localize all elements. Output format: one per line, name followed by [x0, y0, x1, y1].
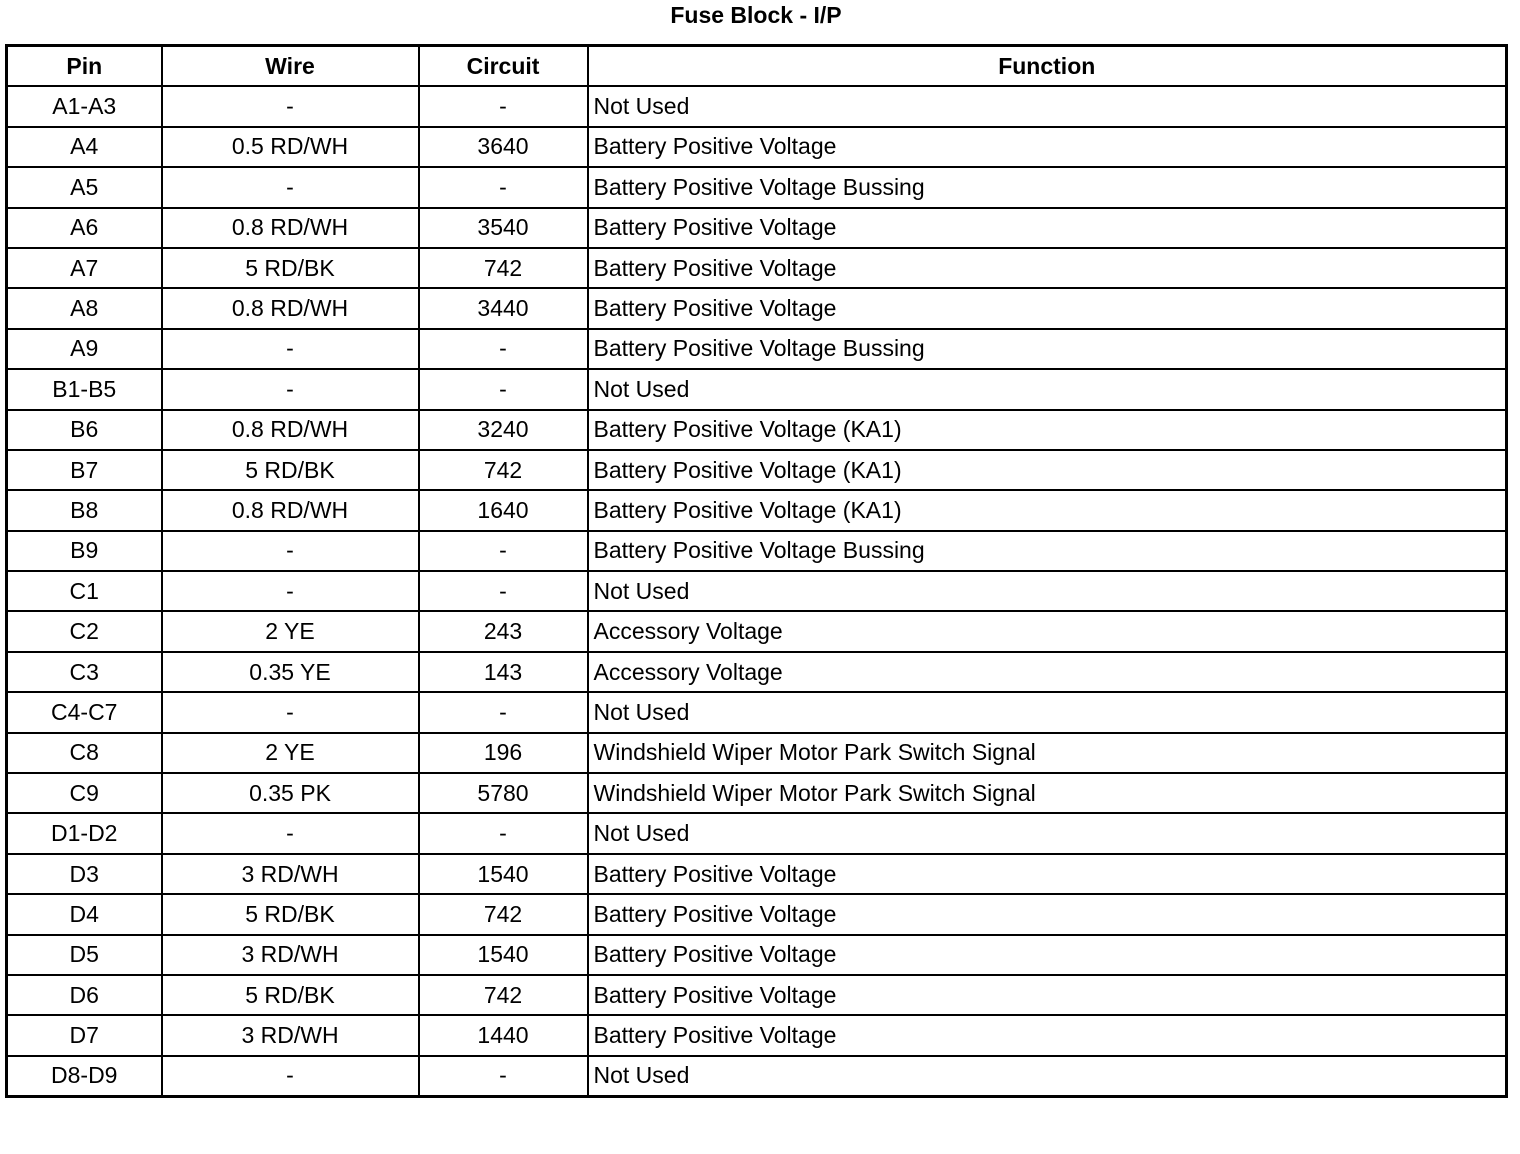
cell-wire: - — [162, 86, 419, 126]
cell-function: Battery Positive Voltage — [588, 1015, 1507, 1055]
cell-wire: 5 RD/BK — [162, 975, 419, 1015]
cell-wire: - — [162, 813, 419, 853]
cell-circuit: - — [419, 86, 588, 126]
table-row — [7, 86, 1507, 126]
cell-wire: - — [162, 531, 419, 571]
cell-circuit: - — [419, 167, 588, 207]
cell-pin: D3 — [7, 854, 162, 894]
cell-circuit: 742 — [419, 248, 588, 288]
cell-function: Battery Positive Voltage — [588, 935, 1507, 975]
cell-wire: 2 YE — [162, 733, 419, 773]
cell-wire: 0.8 RD/WH — [162, 410, 419, 450]
table-row — [7, 248, 1507, 288]
table-row — [7, 127, 1507, 167]
cell-wire: - — [162, 692, 419, 732]
cell-function: Accessory Voltage — [588, 652, 1507, 692]
cell-circuit: - — [419, 531, 588, 571]
cell-wire: 0.8 RD/WH — [162, 288, 419, 328]
cell-pin: A5 — [7, 167, 162, 207]
cell-function: Not Used — [588, 692, 1507, 732]
table-row — [7, 571, 1507, 611]
table-row — [7, 490, 1507, 530]
cell-wire: 5 RD/BK — [162, 248, 419, 288]
table-row — [7, 692, 1507, 732]
cell-function: Battery Positive Voltage — [588, 288, 1507, 328]
cell-pin: A6 — [7, 208, 162, 248]
cell-circuit: 5780 — [419, 773, 588, 813]
table-row — [7, 410, 1507, 450]
cell-pin: B7 — [7, 450, 162, 490]
cell-pin: D5 — [7, 935, 162, 975]
cell-pin: D8-D9 — [7, 1056, 162, 1097]
cell-function: Windshield Wiper Motor Park Switch Signal — [588, 773, 1507, 813]
table-row — [7, 935, 1507, 975]
cell-circuit: - — [419, 692, 588, 732]
table-row — [7, 208, 1507, 248]
table-row — [7, 773, 1507, 813]
cell-wire: - — [162, 167, 419, 207]
cell-wire: 0.8 RD/WH — [162, 208, 419, 248]
table-row — [7, 733, 1507, 773]
cell-circuit: 1540 — [419, 854, 588, 894]
cell-circuit: - — [419, 571, 588, 611]
cell-pin: D7 — [7, 1015, 162, 1055]
cell-function: Battery Positive Voltage Bussing — [588, 531, 1507, 571]
cell-function: Accessory Voltage — [588, 611, 1507, 651]
cell-function: Not Used — [588, 1056, 1507, 1097]
table-row — [7, 167, 1507, 207]
pinout-table — [5, 44, 1508, 1098]
cell-pin: B6 — [7, 410, 162, 450]
cell-circuit: - — [419, 369, 588, 409]
table-row — [7, 369, 1507, 409]
table-row — [7, 329, 1507, 369]
cell-function: Not Used — [588, 813, 1507, 853]
table-row — [7, 975, 1507, 1015]
cell-function: Battery Positive Voltage — [588, 854, 1507, 894]
table-row — [7, 813, 1507, 853]
cell-circuit: 742 — [419, 975, 588, 1015]
cell-pin: B8 — [7, 490, 162, 530]
table-row — [7, 450, 1507, 490]
cell-pin: A4 — [7, 127, 162, 167]
cell-wire: 0.35 PK — [162, 773, 419, 813]
cell-wire: - — [162, 1056, 419, 1097]
header-pin: Pin — [7, 46, 162, 87]
cell-function: Battery Positive Voltage — [588, 248, 1507, 288]
cell-pin: C4-C7 — [7, 692, 162, 732]
cell-function: Battery Positive Voltage — [588, 975, 1507, 1015]
cell-function: Battery Positive Voltage (KA1) — [588, 410, 1507, 450]
table-body — [7, 86, 1507, 1096]
cell-function: Battery Positive Voltage — [588, 208, 1507, 248]
cell-wire: - — [162, 369, 419, 409]
cell-pin: B1-B5 — [7, 369, 162, 409]
cell-pin: D1-D2 — [7, 813, 162, 853]
cell-function: Not Used — [588, 571, 1507, 611]
header-wire: Wire — [162, 46, 419, 87]
cell-function: Battery Positive Voltage (KA1) — [588, 450, 1507, 490]
cell-function: Not Used — [588, 86, 1507, 126]
cell-circuit: 1440 — [419, 1015, 588, 1055]
cell-circuit: 1640 — [419, 490, 588, 530]
cell-wire: 5 RD/BK — [162, 894, 419, 934]
table-row — [7, 894, 1507, 934]
cell-function: Battery Positive Voltage — [588, 127, 1507, 167]
cell-circuit: 3540 — [419, 208, 588, 248]
cell-function: Battery Positive Voltage (KA1) — [588, 490, 1507, 530]
cell-pin: A8 — [7, 288, 162, 328]
cell-wire: 0.8 RD/WH — [162, 490, 419, 530]
cell-circuit: 143 — [419, 652, 588, 692]
cell-function: Windshield Wiper Motor Park Switch Signal — [588, 733, 1507, 773]
header-function: Function — [588, 46, 1507, 87]
cell-pin: C3 — [7, 652, 162, 692]
table-row — [7, 854, 1507, 894]
cell-function: Battery Positive Voltage Bussing — [588, 329, 1507, 369]
table-header-row — [7, 46, 1507, 87]
cell-wire: 3 RD/WH — [162, 854, 419, 894]
cell-circuit: - — [419, 329, 588, 369]
cell-pin: A7 — [7, 248, 162, 288]
cell-wire: 3 RD/WH — [162, 1015, 419, 1055]
table-row — [7, 652, 1507, 692]
cell-circuit: 3640 — [419, 127, 588, 167]
page-title: Fuse Block - I/P — [670, 2, 842, 28]
cell-pin: C8 — [7, 733, 162, 773]
header-circuit: Circuit — [419, 46, 588, 87]
cell-pin: A1-A3 — [7, 86, 162, 126]
table-row — [7, 288, 1507, 328]
cell-function: Not Used — [588, 369, 1507, 409]
cell-wire: 3 RD/WH — [162, 935, 419, 975]
cell-function: Battery Positive Voltage Bussing — [588, 167, 1507, 207]
cell-pin: B9 — [7, 531, 162, 571]
cell-circuit: 1540 — [419, 935, 588, 975]
cell-wire: 5 RD/BK — [162, 450, 419, 490]
cell-pin: C2 — [7, 611, 162, 651]
cell-pin: C9 — [7, 773, 162, 813]
table-row — [7, 531, 1507, 571]
cell-circuit: 742 — [419, 450, 588, 490]
cell-circuit: 196 — [419, 733, 588, 773]
cell-circuit: 3440 — [419, 288, 588, 328]
cell-function: Battery Positive Voltage — [588, 894, 1507, 934]
table-row — [7, 611, 1507, 651]
cell-circuit: - — [419, 1056, 588, 1097]
cell-pin: D6 — [7, 975, 162, 1015]
cell-circuit: 243 — [419, 611, 588, 651]
cell-pin: A9 — [7, 329, 162, 369]
cell-circuit: 742 — [419, 894, 588, 934]
cell-wire: - — [162, 571, 419, 611]
cell-circuit: - — [419, 813, 588, 853]
cell-wire: 2 YE — [162, 611, 419, 651]
cell-wire: 0.35 YE — [162, 652, 419, 692]
table-row — [7, 1015, 1507, 1055]
cell-pin: D4 — [7, 894, 162, 934]
table-row — [7, 1056, 1507, 1097]
cell-wire: - — [162, 329, 419, 369]
cell-wire: 0.5 RD/WH — [162, 127, 419, 167]
cell-pin: C1 — [7, 571, 162, 611]
cell-circuit: 3240 — [419, 410, 588, 450]
